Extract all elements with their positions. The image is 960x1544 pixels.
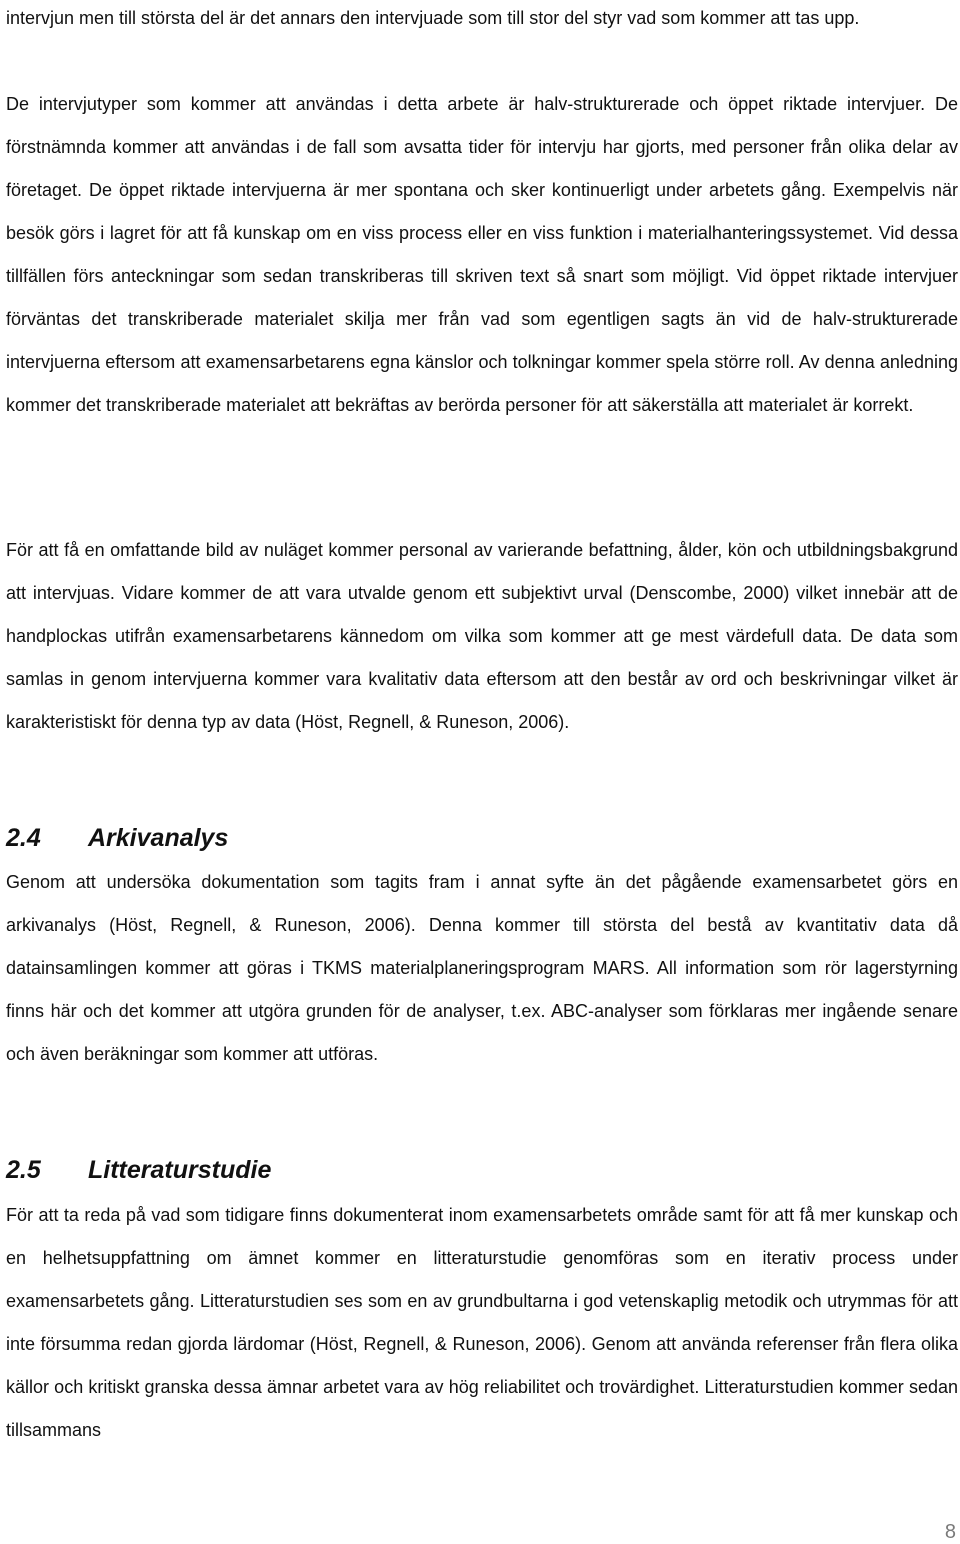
paragraph-interview-selection: För att få en omfattande bild av nuläget kommer personal av varierande befattning, ålder, kön och utbildningsbakgrund att intervjuas. Vidare kommer de att vara utvalde genom ett subjektivt urval (Denscombe, 2000) vilket innebär att de handplockas utifrån examensarbetarens kännedom om vilka som kommer att ge mest värdefull data. De data som samlas in genom intervjuerna kommer vara kvalitativ data eftersom att den består av ord och beskrivningar vilket är karakteristiskt för denna typ av data (Höst, Regnell, & Runeson, 2006). (6, 540, 958, 732)
paragraph-interview-intro: intervjun men till största del är det annars den intervjuade som till stor del styr vad som kommer att tas upp. (6, 8, 860, 28)
section-title: Litteraturstudie (88, 1156, 272, 1184)
paragraph-arkivanalys: Genom att undersöka dokumentation som tagits fram i annat syfte än det pågående examensarbetet görs en arkivanalys (Höst, Regnell, & Runeson, 2006). Denna kommer till största del bestå av kvantitativ data då datainsamlingen kommer att göras i TKMS materialplaneringsprogram MARS. All information som rör lagerstyrning finns här och det kommer att utgöra grunden för de analyser, t.ex. ABC-analyser som förklaras mer ingående senare och även beräkningar som kommer att utföras. (6, 872, 958, 1064)
section-heading-arkivanalys (6, 823, 228, 853)
page-number: 8 (944, 1521, 956, 1543)
section-heading-litteraturstudie (6, 1155, 271, 1185)
section-number: 2.5 (6, 1156, 41, 1184)
paragraph-litteraturstudie: För att ta reda på vad som tidigare finns dokumenterat inom examensarbetets område samt för att få mer kunskap och en helhetsuppfattning om ämnet kommer en litteraturstudie genomföras som en iterativ process under examensarbetets gång. Litteraturstudien ses som en av grundbultarna i god vetenskaplig metodik och utrymmas för att inte försumma redan gjorda lärdomar (Höst, Regnell, & Runeson, 2006). Genom att använda referenser från flera olika källor och kritiskt granska dessa ämnar arbetet vara av hög reliabilitet och trovärdighet. Litteraturstudien kommer sedan tillsammans (6, 1205, 958, 1440)
section-number: 2.4 (6, 824, 41, 852)
paragraph-interview-types: De intervjutyper som kommer att användas i detta arbete är halv-strukturerade och öppet riktade intervjuer. De förstnämnda kommer att användas i de fall som avsatta tider för intervju har gjorts, med personer från olika delar av företaget. De öppet riktade intervjuerna är mer spontana och sker kontinuerligt under arbetets gång. Exempelvis när besök görs i lagret för att få kunskap om en viss process eller en viss funktion i materialhanteringssystemet. Vid dessa tillfällen förs anteckningar som sedan transkriberas till skriven text så snart som möjligt. Vid öppet riktade intervjuer förväntas det transkriberade materialet skilja mer från vad som egentligen sagts än vid de halv-strukturerade intervjuerna eftersom att examensarbetarens egna känslor och tolkningar kommer spela större roll. Av denna anledning kommer det transkriberade materialet att bekräftas av berörda personer för att säkerställa att materialet är korrekt. (6, 94, 958, 415)
section-title: Arkivanalys (88, 824, 229, 852)
